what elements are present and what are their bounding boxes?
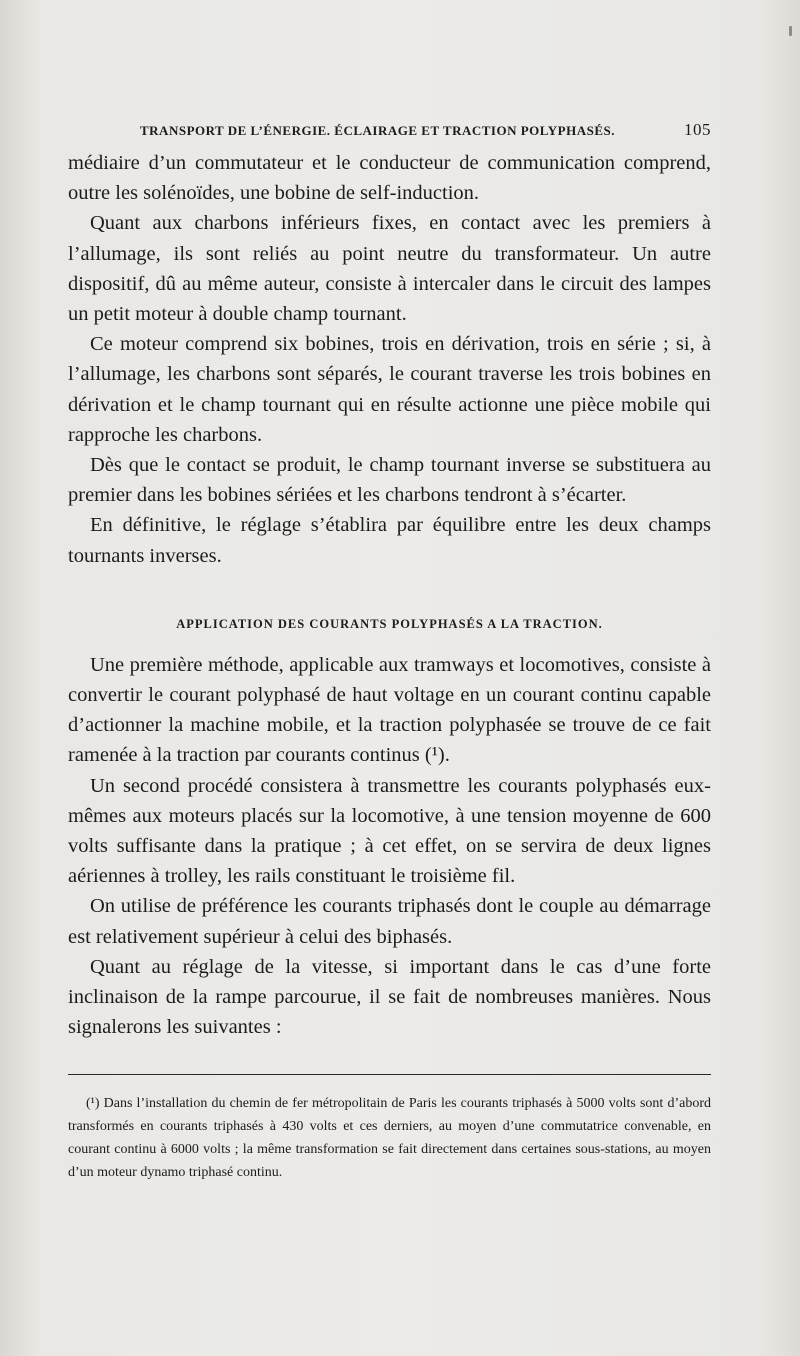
section-heading: APPLICATION DES COURANTS POLYPHASÉS A LA TRACTION. (176, 616, 603, 631)
paragraph-2: Quant aux charbons inférieurs fixes, en contact avec les premiers à l’allumage, ils sont reliés au point neutre du transformateur. Un autre dispositif, dû au même auteur, consiste à intercaler dans le circuit des lampes un petit moteur à double champ tournant. (68, 212, 711, 326)
paragraph-4: Dès que le contact se produit, le champ tournant inverse se substituera au premier dans les bobines sériées et les charbons tendront à s’écarter. (68, 454, 711, 507)
footnote-rule (68, 1074, 711, 1075)
paragraph-8: On utilise de préférence les courants triphasés dont le couple au démarrage est relativement supérieur à celui des biphasés. (68, 895, 711, 948)
paragraph-1: médiaire d’un commutateur et le conducteur de communication comprend, outre les solénoïdes, une bobine de self-induction. (68, 152, 711, 205)
page-number: 105 (684, 120, 711, 139)
main-text (68, 148, 711, 1042)
paragraph-6: Une première méthode, applicable aux tramways et locomotives, consiste à convertir le courant polyphasé de haut voltage en un courant continu capable d’actionner la machine mobile, et la traction polyphasée se trouve de ce fait ramenée à la traction par courants continus (¹). (68, 653, 711, 767)
paragraph-7: Un second procédé consistera à transmettre les courants polyphasés eux-mêmes aux moteurs placés sur la locomotive, à une tension moyenne de 600 volts suffisante dans la pratique ; à cet effet, on se servira de deux lignes aériennes à trolley, les rails constituant le troisième fil. (68, 774, 711, 888)
scan-mark (789, 26, 792, 36)
paragraph-9: Quant au réglage de la vitesse, si important dans le cas d’une forte inclinaison de la rampe parcourue, il se fait de nombreuses manières. Nous signalerons les suivantes : (68, 955, 711, 1039)
page-header (68, 120, 711, 140)
running-title: TRANSPORT DE L’ÉNERGIE. ÉCLAIRAGE ET TRACTION POLYPHASÉS. (140, 123, 615, 138)
paragraph-3: Ce moteur comprend six bobines, trois en dérivation, trois en série ; si, à l’allumage, les charbons sont séparés, le courant traverse les trois bobines en dérivation et le champ tournant qui en résulte actionne une pièce mobile qui rapproche les charbons. (68, 333, 711, 446)
footnote: (¹) Dans l’installation du chemin de fer métropolitain de Paris les courants triphasés à 5000 volts sont d’abord transformés en courants triphasés à 430 volts et ces derniers, au moyen d’une commutatrice convenable, en courant continu à 6000 volts ; la même transformation se fait directement dans certaines sous-stations, au moyen d’un moteur dynamo triphasé continu. (68, 1096, 711, 1180)
paragraph-5: En définitive, le réglage s’établira par équilibre entre les deux champs tournants inverses. (68, 514, 711, 567)
